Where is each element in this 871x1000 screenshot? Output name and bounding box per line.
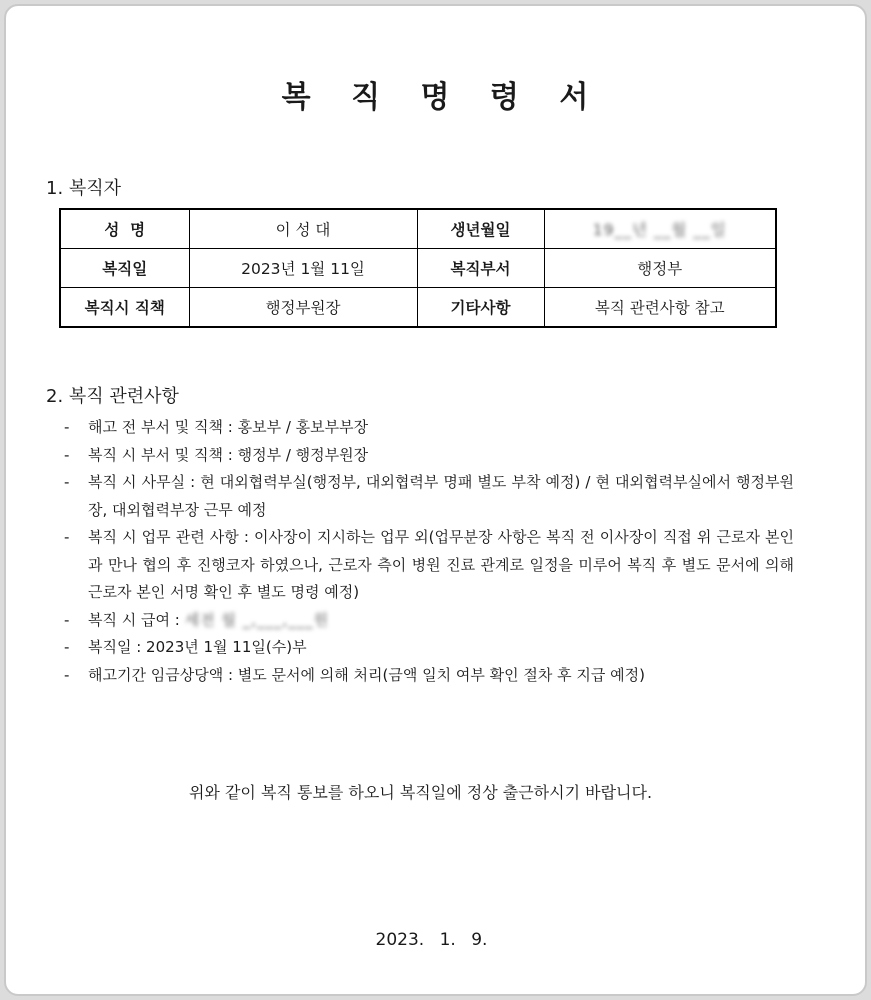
document-title: 복 직 명 령 서 — [281, 80, 604, 115]
list-item — [64, 607, 794, 635]
list-item — [64, 662, 794, 690]
closing-statement: 위와 같이 복직 통보를 하오니 복직일에 정상 출근하시기 바랍니다. — [188, 783, 653, 802]
list-item — [64, 414, 794, 442]
position-label: 복직시 직책 — [60, 288, 189, 328]
table-row — [60, 249, 776, 288]
return-date-value: 2023년 1월 11일 — [189, 249, 417, 288]
list-dash: - — [64, 610, 70, 629]
list-item-text: 해고 전 부서 및 직책 : 홍보부 / 홍보부부장 — [88, 418, 369, 436]
dept-label: 복직부서 — [417, 249, 544, 288]
section1-heading: 1. 복직자 — [46, 178, 122, 199]
name-value: 이 성 대 — [189, 209, 417, 249]
etc-label: 기타사항 — [417, 288, 544, 328]
list-item-text: 복직 시 부서 및 직책 : 행정부 / 행정부원장 — [88, 445, 369, 464]
list-dash: - — [64, 445, 70, 464]
list-dash: - — [64, 473, 70, 491]
list-dash: - — [64, 665, 70, 684]
table-row — [60, 288, 776, 328]
document-page — [4, 4, 867, 996]
list-item-text: 복직 시 사무실 : 현 대외협력부실(행정부, 대외협력부 명패 별도 부착 예정) / 현 대외협력부실에서 행정부원장, 대외협력부장 근무 예정 — [88, 473, 794, 519]
birth-value — [544, 209, 776, 249]
related-items-list — [64, 414, 794, 689]
list-item — [64, 634, 794, 662]
list-item-text: 복직 시 업무 관련 사항 : 이사장이 지시하는 업무 외(업무분장 사항은 복직 전 이사장이 직접 위 근로자 본인과 만나 협의 후 진행코자 하였으나, 근로자 측이 병원 진료 관계로 일정을 미루어 복직 후 별도 문서에 의해 근로자 본인 서명 확인 후 별도 명령 예정) — [88, 528, 795, 601]
dept-value: 행정부 — [544, 249, 776, 288]
list-item — [64, 442, 794, 470]
etc-value: 복직 관련사항 참고 — [544, 288, 776, 328]
list-item — [64, 469, 794, 524]
document-date: 2023. 1. 9. — [375, 930, 488, 950]
birth-label: 생년월일 — [417, 209, 544, 249]
section2-heading: 2. 복직 관련사항 — [46, 386, 179, 407]
list-dash: - — [64, 528, 70, 546]
position-value: 행정부원장 — [189, 288, 417, 328]
return-date-label: 복직일 — [60, 249, 189, 288]
table-row — [60, 209, 776, 249]
birth-value-blurred: 19__년 __월 __일 — [592, 221, 727, 239]
salary-label: 복직 시 급여 : — [88, 610, 185, 629]
list-item-text: 해고기간 임금상당액 : 별도 문서에 의해 처리(금액 일치 여부 확인 절차 후 지급 예정) — [88, 665, 645, 684]
list-item — [64, 524, 794, 607]
list-dash: - — [64, 418, 70, 436]
name-label — [60, 209, 189, 249]
salary-value-blurred: 세전 월 _,___,___원 — [184, 610, 330, 629]
name-label-text: 성 명 — [104, 221, 146, 239]
list-dash: - — [64, 638, 70, 656]
list-item-text: 복직일 : 2023년 1월 11일(수)부 — [88, 638, 307, 656]
list-item-text — [88, 607, 794, 635]
returnee-info-table — [59, 208, 777, 328]
